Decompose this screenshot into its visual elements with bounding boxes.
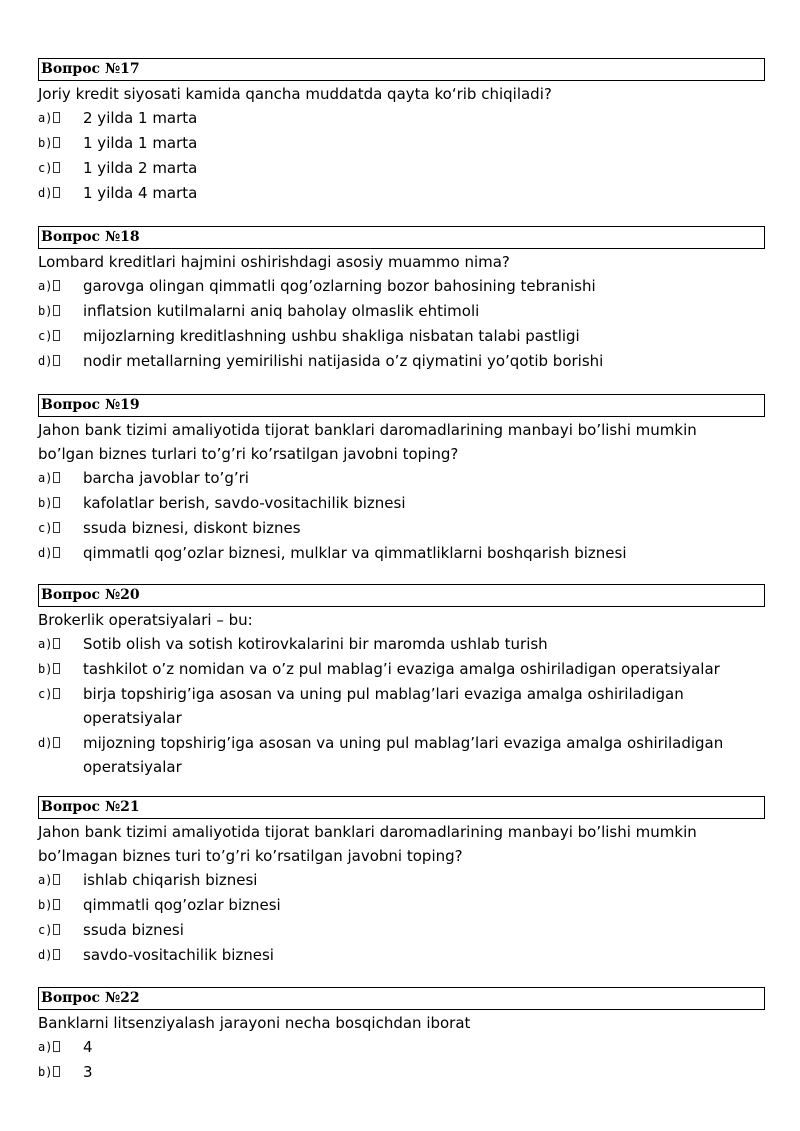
answer-marker: c) — [38, 156, 60, 180]
answer-option[interactable]: a) ishlab chiqarish biznesi — [38, 868, 733, 892]
answer-marker: c) — [38, 516, 60, 540]
checkbox-icon — [53, 280, 60, 291]
question-text: Joriy kredit siyosati kamida qancha muddatda qayta ko‘rib chiqiladi? — [38, 85, 552, 103]
checkbox-icon — [53, 330, 60, 341]
question-header: Вопрос №18 — [38, 226, 765, 249]
question-text: Brokerlik operatsiyalari – bu: — [38, 611, 253, 629]
checkbox-icon — [53, 522, 60, 533]
answer-marker: a) — [38, 466, 60, 490]
answer-option[interactable]: a) barcha javoblar to’g’ri — [38, 466, 733, 490]
question-21 — [38, 796, 765, 968]
answer-option[interactable]: b) inflatsion kutilmalarni aniq baholay olmaslik ehtimoli — [38, 299, 733, 323]
checkbox-icon — [53, 497, 60, 508]
answer-option[interactable]: d) savdo-vositachilik biznesi — [38, 943, 733, 967]
answer-marker: a) — [38, 106, 60, 130]
checkbox-icon — [53, 663, 60, 674]
answer-option[interactable]: b) 1 yilda 1 marta — [38, 131, 733, 155]
answer-option[interactable]: c) ssuda biznesi, diskont biznes — [38, 516, 733, 540]
answer-option[interactable]: b) qimmatli qog’ozlar biznesi — [38, 893, 733, 917]
question-header: Вопрос №22 — [38, 987, 765, 1010]
checkbox-icon — [53, 355, 60, 366]
checkbox-icon — [53, 305, 60, 316]
answer-option[interactable]: b) tashkilot o’z nomidan va o’z pul mablag’i evaziga amalga oshiriladigan operatsiyalar — [38, 657, 733, 681]
answer-option[interactable]: b) kafolatlar berish, savdo-vositachilik biznesi — [38, 491, 733, 515]
question-text: Jahon bank tizimi amaliyotida tijorat banklari daromadlarining manbayi bo’lishi mumkin bo’lgan biznes turlari to’g’ri ko’rsatilgan javobni toping? — [38, 421, 697, 463]
answer-option[interactable]: a) 4 — [38, 1035, 733, 1059]
answer-marker: a) — [38, 868, 60, 892]
question-text: Lombard kreditlari hajmini oshirishdagi asosiy muammo nima? — [38, 253, 510, 271]
question-header: Вопрос №19 — [38, 394, 765, 417]
checkbox-icon — [53, 899, 60, 910]
answer-option[interactable]: d) nodir metallarning yemirilishi natijasida o’z qiymatini yo’qotib borishi — [38, 349, 733, 373]
answer-marker: c) — [38, 682, 60, 706]
question-text: Banklarni litsenziyalash jarayoni necha bosqichdan iborat — [38, 1014, 471, 1032]
answer-marker: b) — [38, 491, 60, 515]
checkbox-icon — [53, 547, 60, 558]
answer-option[interactable]: d) qimmatli qog’ozlar biznesi, mulklar va qimmatliklarni boshqarish biznesi — [38, 541, 733, 565]
answer-marker: d) — [38, 181, 60, 205]
question-text: Jahon bank tizimi amaliyotida tijorat banklari daromadlarining manbayi bo’lishi mumkin bo’lmagan biznes turi to’g’ri ko’rsatilgan javobni toping? — [38, 823, 697, 865]
checkbox-icon — [53, 1066, 60, 1077]
answer-marker: b) — [38, 893, 60, 917]
answer-marker: d) — [38, 349, 60, 373]
answer-marker: b) — [38, 657, 60, 681]
question-18 — [38, 226, 765, 374]
answer-marker: c) — [38, 918, 60, 942]
checkbox-icon — [53, 162, 60, 173]
question-header: Вопрос №21 — [38, 796, 765, 819]
checkbox-icon — [53, 1041, 60, 1052]
answer-marker: b) — [38, 299, 60, 323]
checkbox-icon — [53, 949, 60, 960]
answer-marker: a) — [38, 274, 60, 298]
answer-marker: b) — [38, 1060, 60, 1084]
question-17 — [38, 58, 765, 206]
checkbox-icon — [53, 874, 60, 885]
answer-marker: d) — [38, 541, 60, 565]
checkbox-icon — [53, 472, 60, 483]
answer-option[interactable]: a) Sotib olish va sotish kotirovkalarini bir maromda ushlab turish — [38, 632, 733, 656]
answer-marker: b) — [38, 131, 60, 155]
checkbox-icon — [53, 737, 60, 748]
question-22 — [38, 987, 765, 1085]
answer-option[interactable]: a) 2 yilda 1 marta — [38, 106, 733, 130]
answer-option[interactable]: a) garovga olingan qimmatli qog’ozlarning bozor bahosining tebranishi — [38, 274, 733, 298]
question-19 — [38, 394, 765, 566]
answer-marker: a) — [38, 632, 60, 656]
question-header: Вопрос №17 — [38, 58, 765, 81]
checkbox-icon — [53, 924, 60, 935]
answer-option[interactable]: c) 1 yilda 2 marta — [38, 156, 733, 180]
answer-marker: c) — [38, 324, 60, 348]
checkbox-icon — [53, 187, 60, 198]
checkbox-icon — [53, 112, 60, 123]
answer-option[interactable]: c) birja topshirig’iga asosan va uning pul mablag’lari evaziga amalga oshiriladigan operatsiyalar — [38, 682, 733, 730]
answer-option[interactable]: c) mijozlarning kreditlashning ushbu shakliga nisbatan talabi pastligi — [38, 324, 733, 348]
answer-option[interactable]: c) ssuda biznesi — [38, 918, 733, 942]
question-20 — [38, 584, 765, 780]
answer-option[interactable]: d) 1 yilda 4 marta — [38, 181, 733, 205]
question-header: Вопрос №20 — [38, 584, 765, 607]
answer-option[interactable]: b) 3 — [38, 1060, 733, 1084]
answer-marker: d) — [38, 943, 60, 967]
checkbox-icon — [53, 688, 60, 699]
checkbox-icon — [53, 638, 60, 649]
answer-marker: a) — [38, 1035, 60, 1059]
answer-option[interactable]: d) mijozning topshirig’iga asosan va uning pul mablag’lari evaziga amalga oshiriladigan operatsiyalar — [38, 731, 733, 779]
answer-marker: d) — [38, 731, 60, 755]
checkbox-icon — [53, 137, 60, 148]
